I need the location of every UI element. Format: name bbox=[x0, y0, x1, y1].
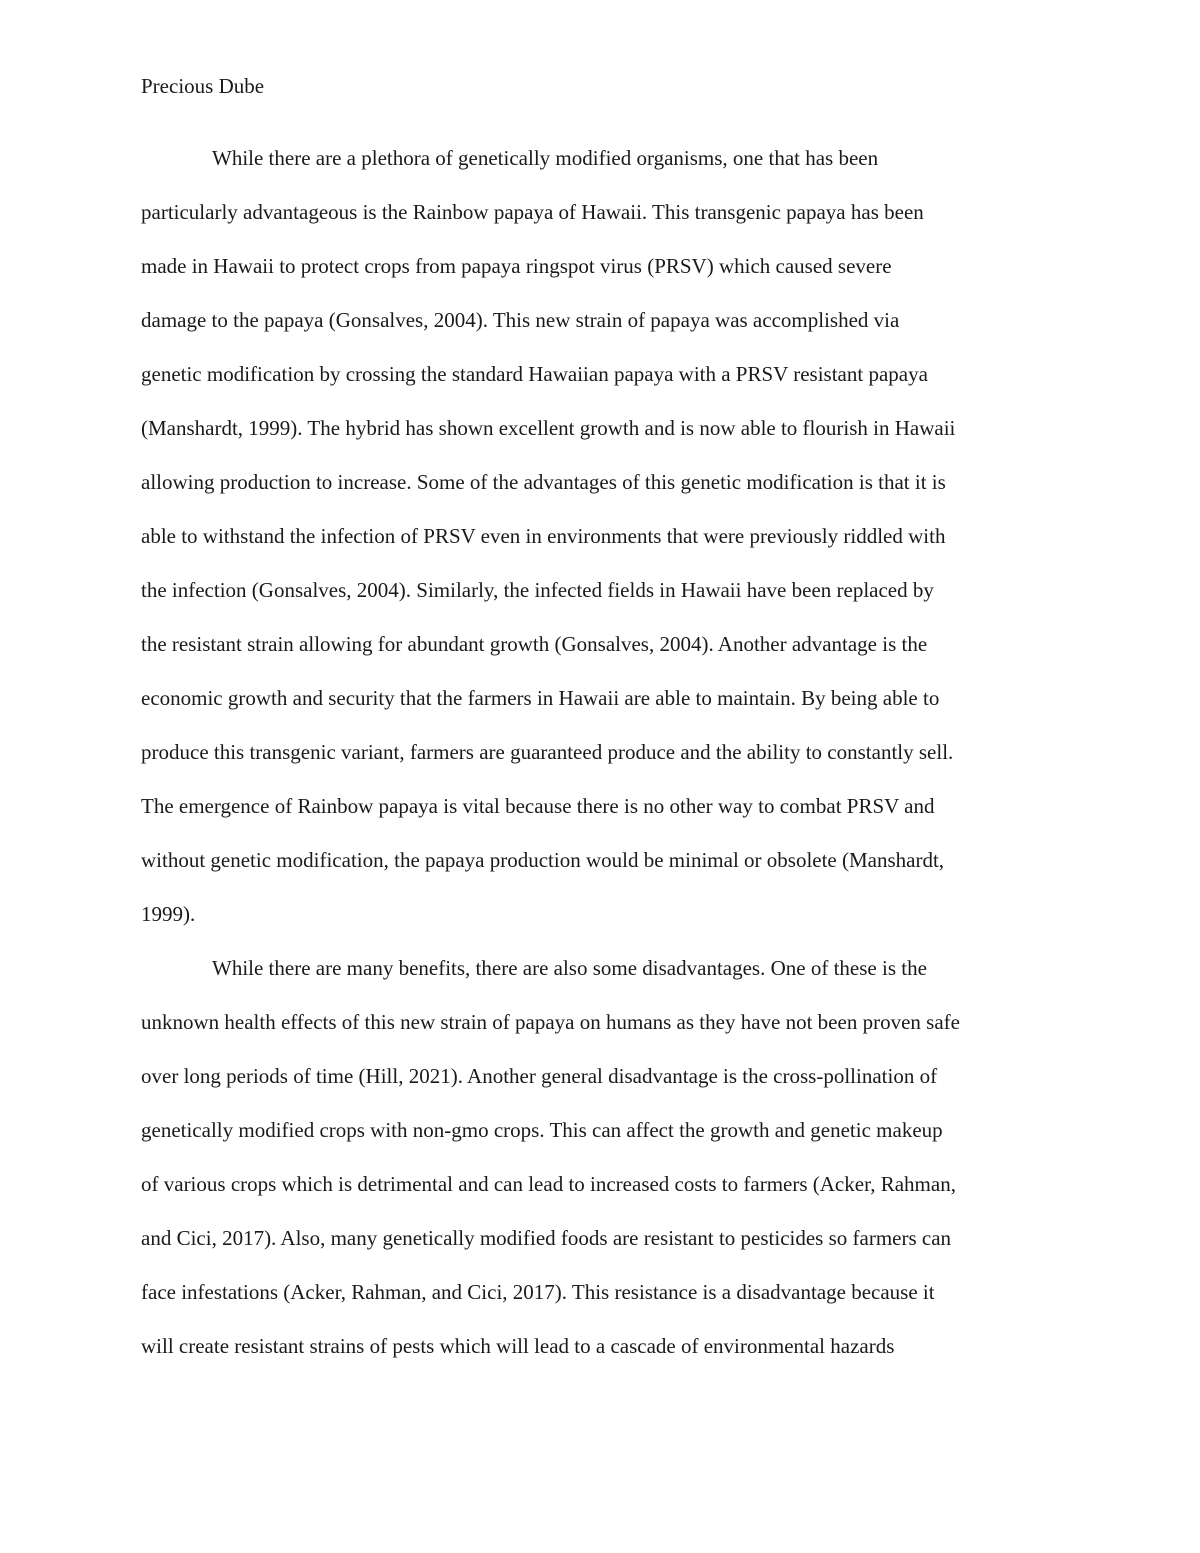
paragraph-line: allowing production to increase. Some of the advantages of this genetic modification is that it is bbox=[141, 470, 946, 494]
paragraph-line: face infestations (Acker, Rahman, and Cici, 2017). This resistance is a disadvantage because it bbox=[141, 1280, 935, 1304]
paragraph-line: particularly advantageous is the Rainbow papaya of Hawaii. This transgenic papaya has been bbox=[141, 200, 924, 224]
paragraph-line: 1999). bbox=[141, 902, 196, 926]
paragraph-line: While there are a plethora of genetically modified organisms, one that has been bbox=[212, 146, 879, 170]
paragraph-line: made in Hawaii to protect crops from papaya ringspot virus (PRSV) which caused severe bbox=[141, 254, 892, 278]
paragraph-line: produce this transgenic variant, farmers are guaranteed produce and the ability to constantly sell. bbox=[141, 740, 954, 764]
paragraph-line: will create resistant strains of pests which will lead to a cascade of environmental hazards bbox=[141, 1334, 895, 1358]
author-name: Precious Dube bbox=[141, 74, 265, 98]
paragraph-line: (Manshardt, 1999). The hybrid has shown excellent growth and is now able to flourish in Hawaii bbox=[141, 416, 956, 440]
paragraph-line: able to withstand the infection of PRSV even in environments that were previously riddled with bbox=[141, 524, 946, 548]
paragraph-line: unknown health effects of this new strain of papaya on humans as they have not been proven safe bbox=[141, 1010, 960, 1034]
paragraph-line: The emergence of Rainbow papaya is vital because there is no other way to combat PRSV and bbox=[141, 794, 935, 818]
paragraph-line: damage to the papaya (Gonsalves, 2004). This new strain of papaya was accomplished via bbox=[141, 308, 900, 332]
paragraph-line: While there are many benefits, there are also some disadvantages. One of these is the bbox=[212, 956, 927, 980]
paragraph-line: over long periods of time (Hill, 2021). Another general disadvantage is the cross-pollination of bbox=[141, 1064, 938, 1088]
paragraph-line: the resistant strain allowing for abundant growth (Gonsalves, 2004). Another advantage is the bbox=[141, 632, 928, 656]
paragraph-line: of various crops which is detrimental and can lead to increased costs to farmers (Acker, Rahman, bbox=[141, 1172, 956, 1196]
paragraph-line: genetically modified crops with non-gmo crops. This can affect the growth and genetic makeup bbox=[141, 1118, 943, 1142]
paragraph-line: without genetic modification, the papaya production would be minimal or obsolete (Manshardt, bbox=[141, 848, 945, 872]
paragraph-line: the infection (Gonsalves, 2004). Similarly, the infected fields in Hawaii have been replaced by bbox=[141, 578, 934, 602]
paragraph-line: economic growth and security that the farmers in Hawaii are able to maintain. By being able to bbox=[141, 686, 940, 710]
paragraph-line: and Cici, 2017). Also, many genetically modified foods are resistant to pesticides so farmers can bbox=[141, 1226, 952, 1250]
paragraph-line: genetic modification by crossing the standard Hawaiian papaya with a PRSV resistant papaya bbox=[141, 362, 928, 386]
